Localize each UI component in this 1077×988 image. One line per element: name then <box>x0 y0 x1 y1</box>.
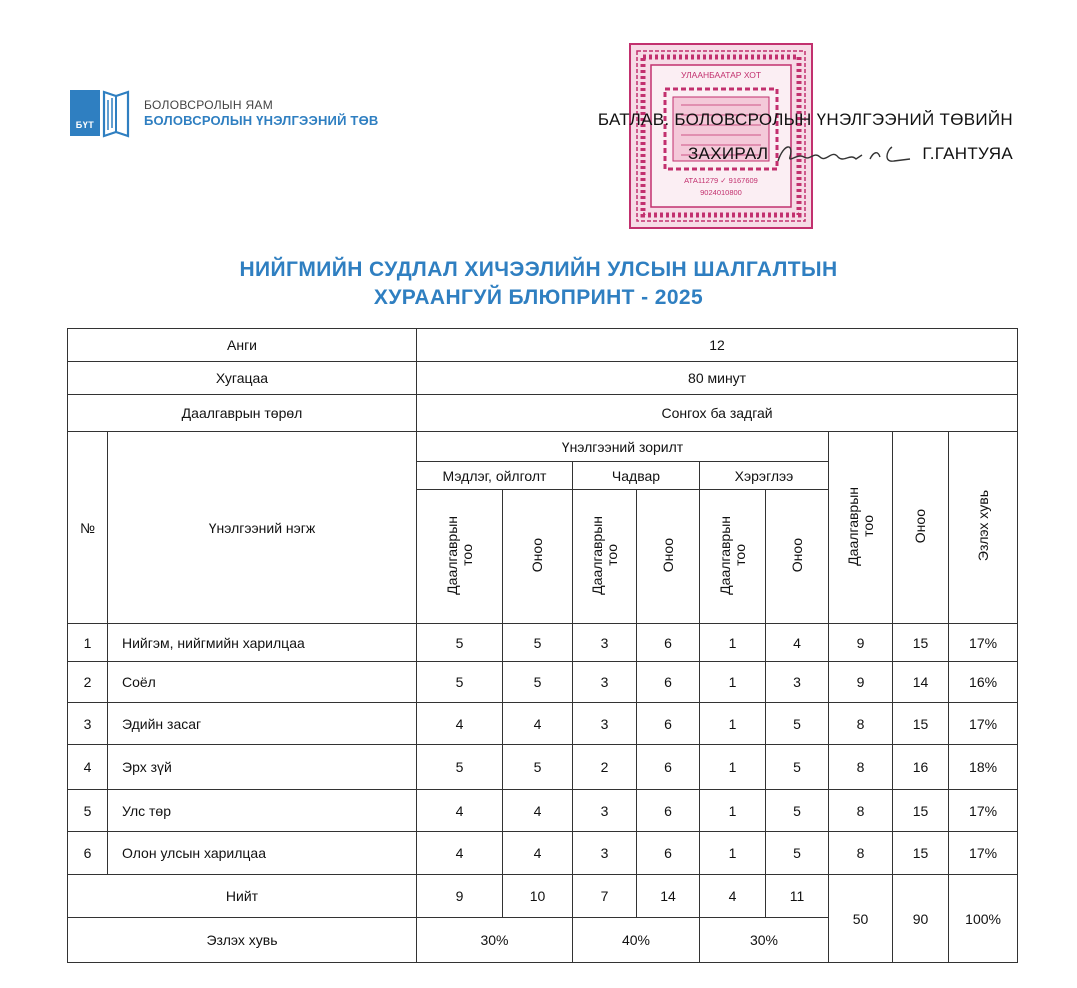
cell: 14 <box>637 875 700 918</box>
cell: 6 <box>637 745 700 790</box>
cell: 7 <box>573 875 637 918</box>
title-line1: НИЙГМИЙН СУДЛАЛ ХИЧЭЭЛИЙН УЛСЫН ШАЛГАЛТЫН <box>239 258 838 281</box>
share-application: 30% <box>700 918 829 963</box>
cell: 6 <box>637 703 700 745</box>
header-application: Хэрэглээ <box>700 462 829 490</box>
header-row <box>68 432 1018 462</box>
header-knowledge: Мэдлэг, ойлголт <box>417 462 573 490</box>
cell: 8 <box>829 790 893 832</box>
ministry-logo <box>70 86 378 142</box>
cell: 3 <box>573 832 637 875</box>
header-a-score: Оноо <box>766 490 829 624</box>
cell: 4 <box>503 703 573 745</box>
share-skill: 40% <box>573 918 700 963</box>
logo-mark-icon <box>70 86 132 142</box>
cell: 1 <box>700 832 766 875</box>
total-label: Нийт <box>68 875 417 918</box>
info-row <box>68 395 1018 432</box>
title-line2: ХУРААНГУЙ БЛЮПРИНТ - 2025 <box>373 286 704 309</box>
cell: 6 <box>637 624 700 662</box>
cell: 15 <box>893 624 949 662</box>
cell: 6 <box>637 832 700 875</box>
cell: 3 <box>573 703 637 745</box>
cell: 17% <box>949 624 1018 662</box>
total-tasks: 50 <box>829 875 893 963</box>
stamp-code1: АТА11279 ✓ 9167609 <box>684 176 758 185</box>
cell-no: 5 <box>68 790 108 832</box>
cell: 17% <box>949 703 1018 745</box>
book-icon <box>102 86 130 140</box>
cell: 4 <box>417 832 503 875</box>
cell: 16% <box>949 662 1018 703</box>
approval-line1: БАТЛАВ. БОЛОВСРОЛЫН ҮНЭЛГЭЭНИЙ ТӨВИЙН <box>597 110 1013 129</box>
cell: 3 <box>766 662 829 703</box>
ministry-name: БОЛОВСРОЛЫН ЯАМ <box>144 98 274 113</box>
info-value: Сонгох ба задгай <box>417 395 1018 432</box>
approval-name: Г.ГАНТУЯА <box>922 144 1013 163</box>
cell: 4 <box>766 624 829 662</box>
header-total-tasks: Даалгаврын тоо <box>829 432 893 624</box>
cell: 5 <box>766 790 829 832</box>
cell: 6 <box>637 662 700 703</box>
cell: 8 <box>829 832 893 875</box>
cell: 5 <box>417 745 503 790</box>
header-total-score: Оноо <box>893 432 949 624</box>
cell: 15 <box>893 790 949 832</box>
cell: 3 <box>573 662 637 703</box>
cell: 3 <box>573 624 637 662</box>
info-label: Анги <box>68 329 417 362</box>
cell: 1 <box>700 662 766 703</box>
header-no: № <box>68 432 108 624</box>
stamp-code2: 9024010800 <box>700 188 742 197</box>
cell-unit: Улс төр <box>108 790 417 832</box>
share-label: Эзлэх хувь <box>68 918 417 963</box>
header-k-score: Оноо <box>503 490 573 624</box>
cell: 18% <box>949 745 1018 790</box>
cell-unit: Эрх зүй <box>108 745 417 790</box>
table-row <box>68 624 1018 662</box>
cell: 11 <box>766 875 829 918</box>
header-k-tasks: Даалгаврын тоо <box>417 490 503 624</box>
header-a-tasks: Даалгаврын тоо <box>700 490 766 624</box>
total-share: 100% <box>949 875 1018 963</box>
info-label: Даалгаврын төрөл <box>68 395 417 432</box>
approval-prefix: ЗАХИРАЛ <box>687 144 769 163</box>
cell: 5 <box>503 745 573 790</box>
cell: 15 <box>893 703 949 745</box>
cell: 5 <box>766 745 829 790</box>
total-score: 90 <box>893 875 949 963</box>
center-name: БОЛОВСРОЛЫН ҮНЭЛГЭЭНИЙ ТӨВ <box>144 113 379 129</box>
cell: 6 <box>637 790 700 832</box>
header-s-score: Оноо <box>637 490 700 624</box>
cell-unit: Нийгэм, нийгмийн харилцаа <box>108 624 417 662</box>
cell: 8 <box>829 745 893 790</box>
cell: 5 <box>417 662 503 703</box>
info-value: 12 <box>417 329 1018 362</box>
info-row <box>68 329 1018 362</box>
cell: 1 <box>700 745 766 790</box>
cell-unit: Эдийн засаг <box>108 703 417 745</box>
cell: 9 <box>417 875 503 918</box>
header-unit: Үнэлгээний нэгж <box>108 432 417 624</box>
header-s-tasks: Даалгаврын тоо <box>573 490 637 624</box>
cell: 1 <box>700 624 766 662</box>
stamp-city: УЛААНБААТАР ХОТ <box>680 70 762 80</box>
cell-no: 6 <box>68 832 108 875</box>
table-row <box>68 745 1018 790</box>
info-row <box>68 362 1018 395</box>
cell: 17% <box>949 790 1018 832</box>
cell: 16 <box>893 745 949 790</box>
share-knowledge: 30% <box>417 918 573 963</box>
logo-abbr: БҮТ <box>75 120 95 130</box>
cell: 5 <box>503 662 573 703</box>
cell: 4 <box>700 875 766 918</box>
table-row <box>68 790 1018 832</box>
cell: 9 <box>829 624 893 662</box>
table-row <box>68 832 1018 875</box>
approval-block <box>598 103 1013 171</box>
cell: 17% <box>949 832 1018 875</box>
header-share: Эзлэх хувь <box>949 432 1018 624</box>
cell: 14 <box>893 662 949 703</box>
cell: 5 <box>766 832 829 875</box>
cell: 3 <box>573 790 637 832</box>
total-row <box>68 875 1018 918</box>
cell-no: 4 <box>68 745 108 790</box>
cell: 5 <box>417 624 503 662</box>
cell-no: 1 <box>68 624 108 662</box>
cell: 15 <box>893 832 949 875</box>
cell: 9 <box>829 662 893 703</box>
cell-unit: Олон улсын харилцаа <box>108 832 417 875</box>
cell: 4 <box>417 790 503 832</box>
cell: 8 <box>829 703 893 745</box>
table-row <box>68 662 1018 703</box>
cell-unit: Соёл <box>108 662 417 703</box>
blueprint-table <box>67 328 1018 963</box>
cell: 5 <box>766 703 829 745</box>
info-value: 80 минут <box>417 362 1018 395</box>
cell: 4 <box>417 703 503 745</box>
signature <box>774 141 916 167</box>
page-title <box>0 256 1077 312</box>
cell: 1 <box>700 703 766 745</box>
cell: 10 <box>503 875 573 918</box>
cell: 1 <box>700 790 766 832</box>
cell: 5 <box>503 624 573 662</box>
header-objective: Үнэлгээний зорилт <box>417 432 829 462</box>
cell-no: 2 <box>68 662 108 703</box>
table-row <box>68 703 1018 745</box>
cell: 4 <box>503 790 573 832</box>
info-label: Хугацаа <box>68 362 417 395</box>
header-skill: Чадвар <box>573 462 700 490</box>
cell: 2 <box>573 745 637 790</box>
cell: 4 <box>503 832 573 875</box>
cell-no: 3 <box>68 703 108 745</box>
